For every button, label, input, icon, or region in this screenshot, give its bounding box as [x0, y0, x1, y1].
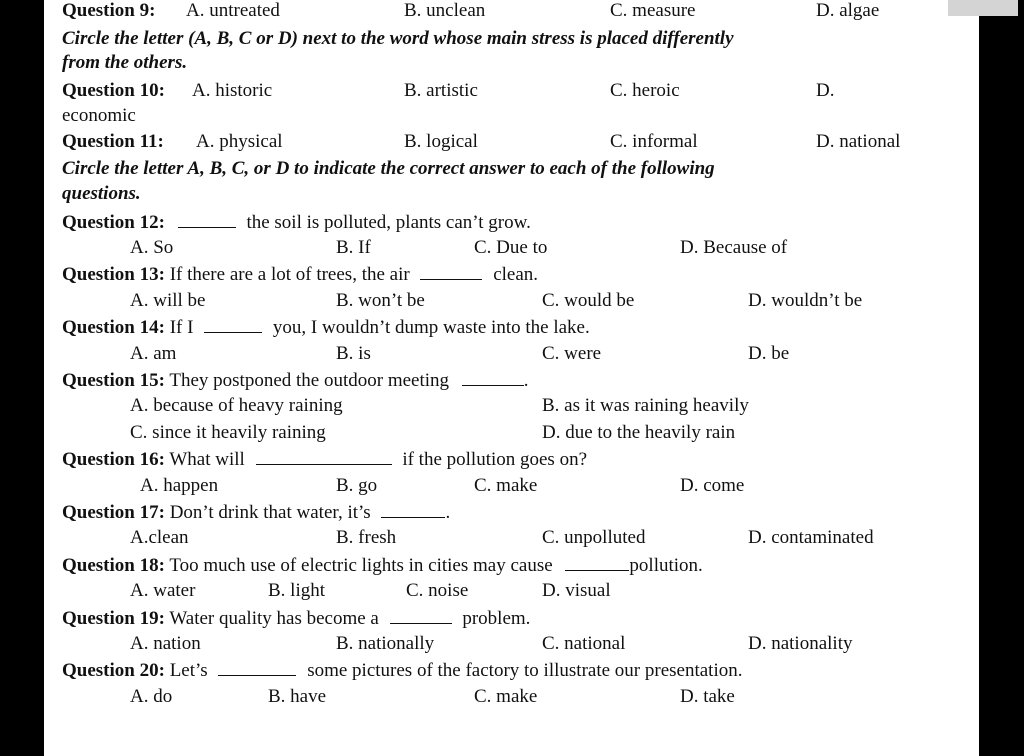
option-c: C. make	[474, 686, 538, 707]
answer-blank	[420, 263, 482, 280]
option-c: C. informal	[610, 131, 698, 152]
option-d: D. algae	[816, 0, 880, 21]
question-text: If there are a lot of trees, the air	[169, 264, 410, 285]
option-b: B. as it was raining heavily	[542, 395, 749, 416]
question-text: Let’s	[169, 660, 208, 681]
option-a: A. physical	[196, 131, 283, 152]
question-number: Question 11:	[62, 131, 164, 152]
instruction-answer-cont: questions.	[62, 183, 141, 204]
option-b: B. nationally	[336, 633, 435, 654]
option-b: B. unclean	[404, 0, 486, 21]
option-d: D. wouldn’t be	[748, 290, 863, 311]
question-text: What will	[169, 449, 245, 470]
answer-blank	[178, 211, 236, 228]
option-b: B. is	[336, 343, 371, 364]
question-text: Don’t drink that water, it’s	[169, 502, 371, 523]
question-text-cont: you, I wouldn’t dump waste into the lake.	[272, 317, 590, 338]
question-text: They postponed the outdoor meeting	[169, 370, 450, 391]
option-b: B. fresh	[336, 527, 397, 548]
option-d: D. national	[816, 131, 901, 152]
question-text: Too much use of electric lights in cities may cause	[169, 555, 553, 576]
option-d: D. due to the heavily rain	[542, 422, 736, 443]
question-number: Question 14:	[62, 317, 165, 338]
option-c: C. Due to	[474, 237, 548, 258]
option-b: B. logical	[404, 131, 478, 152]
answer-blank	[218, 659, 296, 676]
option-c: C. since it heavily raining	[130, 422, 326, 443]
option-d: D.	[816, 80, 835, 101]
question-16-stem	[62, 448, 587, 471]
question-19-stem	[62, 607, 530, 630]
option-d: D. nationality	[748, 633, 853, 654]
option-a: A. happen	[140, 475, 219, 496]
option-d: D. visual	[542, 580, 611, 601]
option-c: C. heroic	[610, 80, 680, 101]
question-text: the soil is polluted, plants can’t grow.	[246, 212, 531, 233]
instruction-stress-cont: from the others.	[62, 52, 188, 73]
question-number: Question 10:	[62, 80, 165, 101]
question-number: Question 9:	[62, 0, 156, 21]
question-text-cont: pollution.	[629, 555, 703, 576]
question-number: Question 19:	[62, 608, 165, 629]
option-a: A. will be	[130, 290, 206, 311]
option-d: D. contaminated	[748, 527, 874, 548]
option-a: A. am	[130, 343, 177, 364]
question-17-stem	[62, 501, 450, 524]
answer-blank	[565, 554, 629, 571]
option-d: D. come	[680, 475, 745, 496]
option-b: B. go	[336, 475, 378, 496]
option-c: C. national	[542, 633, 626, 654]
question-18-stem	[62, 554, 703, 577]
instruction-stress: Circle the letter (A, B, C or D) next to the word whose main stress is placed differently	[62, 28, 734, 49]
question-number: Question 17:	[62, 502, 165, 523]
option-c: C. noise	[406, 580, 469, 601]
answer-blank	[462, 369, 524, 386]
question-number: Question 15:	[62, 370, 165, 391]
option-a: A. water	[130, 580, 196, 601]
question-text-cont: clean.	[493, 264, 539, 285]
answer-blank	[256, 448, 392, 465]
option-b: B. artistic	[404, 80, 478, 101]
option-d: D. be	[748, 343, 790, 364]
question-text-cont: if the pollution goes on?	[402, 449, 588, 470]
option-c: C. were	[542, 343, 602, 364]
answer-blank	[390, 607, 452, 624]
option-a: A. because of heavy raining	[130, 395, 343, 416]
question-number: Question 20:	[62, 660, 165, 681]
question-20-stem	[62, 659, 742, 682]
option-d: D. Because of	[680, 237, 788, 258]
option-c: C. make	[474, 475, 538, 496]
option-a: A. do	[130, 686, 173, 707]
question-text-cont: .	[445, 502, 451, 523]
question-text-cont: .	[523, 370, 529, 391]
option-a: A. untreated	[186, 0, 280, 21]
question-15-stem	[62, 369, 529, 392]
question-text-cont: some pictures of the factory to illustrate our presentation.	[307, 660, 743, 681]
option-a: A. So	[130, 237, 174, 258]
question-text: Water quality has become a	[169, 608, 379, 629]
option-a: A. nation	[130, 633, 201, 654]
question-number: Question 12:	[62, 212, 165, 233]
option-d: D. take	[680, 686, 735, 707]
scan-artifact	[948, 0, 1018, 16]
answer-blank	[204, 316, 262, 333]
instruction-answer: Circle the letter A, B, C, or D to indicate the correct answer to each of the following	[62, 158, 715, 179]
worksheet-page	[44, 0, 979, 756]
question-number: Question 13:	[62, 264, 165, 285]
option-b: B. won’t be	[336, 290, 425, 311]
option-b: B. If	[336, 237, 371, 258]
option-b: B. light	[268, 580, 326, 601]
option-a: A.clean	[130, 527, 189, 548]
option-b: B. have	[268, 686, 327, 707]
option-c: C. measure	[610, 0, 696, 21]
question-text-cont: problem.	[462, 608, 531, 629]
option-d-cont: economic	[62, 105, 136, 126]
option-a: A. historic	[192, 80, 273, 101]
question-9	[62, 0, 155, 22]
question-13-stem	[62, 263, 538, 286]
question-text: If I	[169, 317, 194, 338]
option-c: C. unpolluted	[542, 527, 646, 548]
option-c: C. would be	[542, 290, 635, 311]
question-14-stem	[62, 316, 590, 339]
question-number: Question 16:	[62, 449, 165, 470]
question-12-stem	[62, 211, 531, 234]
question-number: Question 18:	[62, 555, 165, 576]
answer-blank	[381, 501, 445, 518]
